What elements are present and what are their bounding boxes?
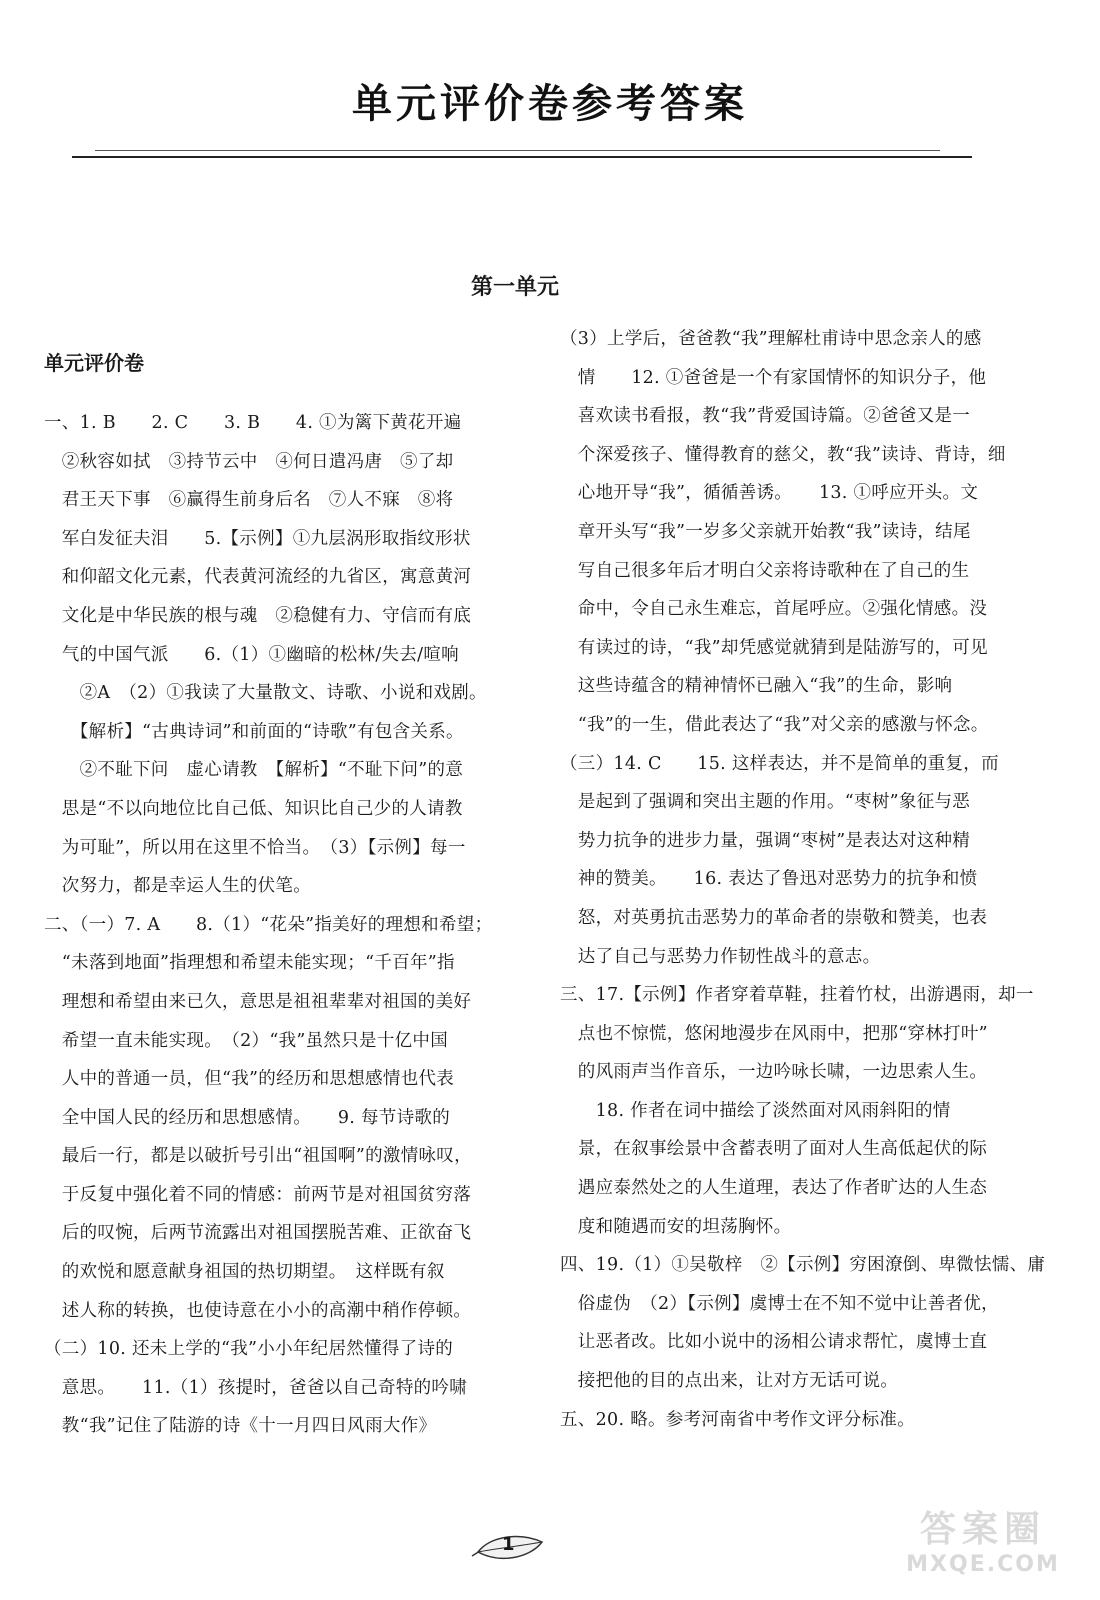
answer-line: 让恶者改。比如小说中的汤相公请求帮忙，虞博士直	[560, 1332, 988, 1353]
answer-line: 一、1. B 2. C 3. B 4. ①为篱下黄花开遍	[44, 413, 462, 433]
answer-line: 述人称的转换，也使诗意在小小的高潮中稍作停顿。	[44, 1300, 472, 1321]
answer-line: 怒，对英勇抗击恶势力的革命者的崇敬和赞美，也表	[560, 907, 988, 928]
answer-line: 【解析】“古典诗词”和前面的“诗歌”有包含关系。	[44, 721, 464, 742]
answer-line: 于反复中强化着不同的情感：前两节是对祖国贫穷落	[44, 1184, 472, 1205]
answer-line: 为可耻”，所以用在这里不恰当。 （3）【示例】每一	[44, 837, 466, 858]
answer-line: 是起到了强调和突出主题的作用。“枣树”象征与恶	[560, 792, 971, 813]
answer-line: 理想和希望由来已久，意思是祖祖辈辈对祖国的美好	[44, 991, 472, 1012]
answer-line: ②不耻下问 虚心请教 【解析】“不耻下问”的意	[44, 760, 464, 781]
answer-line: 人中的普通一员，但“我”的经历和思想感情也代表	[44, 1069, 455, 1090]
answer-line: 全中国人民的经历和思想感情。 9. 每节诗歌的	[44, 1107, 451, 1128]
answer-line: 命中，令自己永生难忘，首尾呼应。②强化情感。没	[560, 599, 988, 620]
answer-line: ②秋容如拭 ③持节云中 ④何日遣冯唐 ⑤了却	[44, 451, 454, 472]
answer-line: 写自己很多年后才明白父亲将诗歌种在了自己的生	[560, 560, 970, 581]
watermark	[888, 1508, 1078, 1580]
answer-line: 心地开导“我”，循循善诱。 13. ①呼应开头。文	[560, 483, 979, 504]
answer-line: 个深爱孩子、懂得教育的慈父，教“我”读诗、背诗，细	[560, 444, 1006, 465]
watermark-logo: 答案圈	[919, 1509, 1046, 1550]
answer-line: 和仰韶文化元素，代表黄河流经的九省区，寓意黄河	[44, 567, 472, 588]
title-rule-thin	[95, 150, 940, 151]
answer-line: （二）10. 还未上学的“我”小小年纪居然懂得了诗的	[44, 1339, 454, 1360]
answer-line: 二、（一）7. A 8.（1）“花朵”指美好的理想和希望；	[44, 914, 493, 935]
answer-line: “未落到地面”指理想和希望未能实现；“千百年”指	[44, 953, 455, 974]
answer-line: 军白发征夫泪 5.【示例】①九层涡形取指纹形状	[44, 528, 471, 549]
section-heading: 单元评价卷	[44, 351, 144, 375]
answer-line: 这些诗蕴含的精神情怀已融入“我”的生命，影响	[560, 676, 953, 697]
answer-line: 希望一直未能实现。 （2）“我”虽然只是十亿中国	[44, 1030, 449, 1051]
answer-line: 点也不惊慌，悠闲地漫步在风雨中，把那“穿林打叶”	[560, 1023, 988, 1044]
answer-line: 的风雨声当作音乐，一边吟咏长啸，一边思索人生。	[560, 1062, 988, 1083]
left-column	[44, 404, 524, 1446]
answer-line: 意思。 11.（1）孩提时，爸爸以自己奇特的吟啸	[44, 1377, 468, 1398]
answer-line: 度和随遇而安的坦荡胸怀。	[560, 1216, 792, 1237]
answer-line: 接把他的目的点出来，让对方无话可说。	[560, 1371, 899, 1392]
answer-line: “我”的一生，借此表达了“我”对父亲的感激与怀念。	[560, 714, 989, 735]
answer-line: 后的叹惋，后两节流露出对祖国摆脱苦难、正欲奋飞	[44, 1223, 472, 1244]
answer-line: 神的赞美。 16. 表达了鲁迅对恶势力的抗争和愤	[560, 869, 978, 890]
answer-line: 次努力，都是幸运人生的伏笔。	[44, 876, 311, 897]
page-footer	[470, 1528, 550, 1568]
answer-line: 教“我”记住了陆游的诗《十一月四日风雨大作》	[44, 1416, 437, 1437]
answer-line: 18. 作者在词中描绘了淡然面对风雨斜阳的情	[560, 1100, 951, 1121]
answer-line: 四、19.（1）①吴敬梓 ②【示例】穷困潦倒、卑微怯懦、庸	[560, 1255, 1046, 1276]
answer-line: ②A （2）①我读了大量散文、诗歌、小说和戏剧。	[44, 683, 487, 704]
answer-line: 君王天下事 ⑥赢得生前身后名 ⑦人不寐 ⑧将	[44, 490, 454, 511]
answer-line: 最后一行，都是以破折号引出“祖国啊”的激情咏叹，	[44, 1146, 472, 1167]
answer-line: 喜欢读书看报，教“我”背爱国诗篇。②爸爸又是一	[560, 406, 971, 427]
page-title: 单元评价卷参考答案	[352, 81, 748, 127]
answer-line: 遇应泰然处之的人生道理，表达了作者旷达的人生态	[560, 1178, 988, 1199]
answer-line: 的欢悦和愿意献身祖国的热切期望。 这样既有叙	[44, 1262, 445, 1283]
answer-line: 达了自己与恶势力作韧性战斗的意志。	[560, 946, 881, 967]
unit-title: 第一单元	[470, 275, 559, 300]
answer-line: 景，在叙事绘景中含蓄表明了面对人生高低起伏的际	[560, 1139, 988, 1160]
title-rule-thick	[72, 156, 972, 158]
answer-line: 情 12. ①爸爸是一个有家国情怀的知识分子，他	[560, 367, 987, 388]
answer-line: 文化是中华民族的根与魂 ②稳健有力、守信而有底	[44, 605, 472, 626]
answer-line: 思是“不以向地位比自己低、知识比自己少的人请教	[44, 798, 463, 819]
right-column	[560, 320, 1046, 1439]
answer-line: 章开头写“我”一岁多父亲就开始教“我”读诗，结尾	[560, 521, 971, 542]
answer-line: 势力抗争的进步力量，强调“枣树”是表达对这种精	[560, 830, 971, 851]
answer-line: （3）上学后，爸爸教“我”理解杜甫诗中思念亲人的感	[560, 329, 982, 349]
watermark-url: MXQE.COM	[906, 1552, 1060, 1577]
answer-line: 三、17.【示例】作者穿着草鞋，拄着竹杖，出游遇雨，却一	[560, 985, 1034, 1006]
answer-line: 有读过的诗，“我”却凭感觉就猜到是陆游写的，可见	[560, 637, 988, 658]
page-number: 1	[502, 1534, 515, 1555]
answer-line: 气的中国气派 6.（1）①幽暗的松林/失去/喧响	[44, 644, 459, 665]
answer-line: （三）14. C 15. 这样表达，并不是简单的重复，而	[560, 753, 999, 774]
answer-line: 俗虚伪 （2）【示例】虞博士在不知不觉中让善者优，	[560, 1293, 999, 1314]
answer-line: 五、20. 略。参考河南省中考作文评分标准。	[560, 1409, 915, 1430]
